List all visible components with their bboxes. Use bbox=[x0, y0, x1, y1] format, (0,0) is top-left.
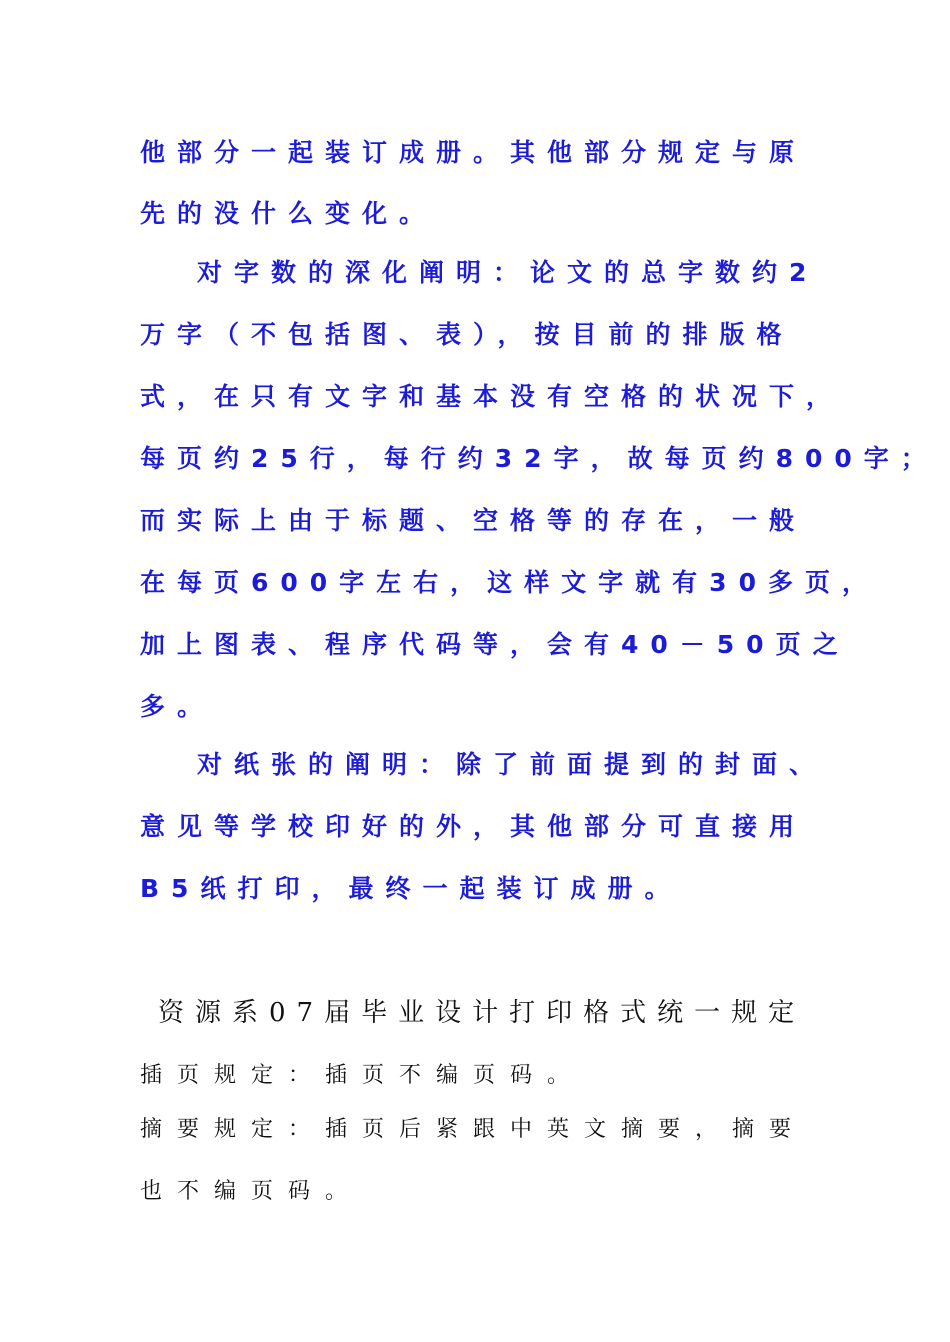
notice-line-1: 他部分一起装订成册。其他部分规定与原 bbox=[140, 138, 807, 167]
notice-line-9: 加上图表、程序代码等，会有40－50页之 bbox=[140, 630, 850, 659]
notice-line-10: 多。 bbox=[140, 692, 215, 721]
notice-line-6: 每页约25行，每行约32字，故每页约800字； bbox=[140, 444, 938, 473]
word-count-paragraph-start: 对字数的深化阐明：论文的总字数约2 bbox=[197, 258, 819, 287]
notice-line-12: 意见等学校印好的外，其他部分可直接用 bbox=[140, 812, 807, 841]
notice-line-8: 在每页600字左右，这样文字就有30多页， bbox=[140, 568, 879, 597]
notice-line-2: 先的没什么变化。 bbox=[140, 199, 437, 228]
abstract-rule-continued: 也不编页码。 bbox=[140, 1179, 363, 1204]
paper-paragraph-start: 对纸张的阐明：除了前面提到的封面、 bbox=[197, 750, 827, 779]
notice-line-4: 万字（不包括图、表），按目前的排版格 bbox=[140, 320, 794, 349]
notice-line-13: B5纸打印，最终一起装订成册。 bbox=[140, 874, 682, 903]
notice-line-7: 而实际上由于标题、空格等的存在，一般 bbox=[140, 506, 807, 535]
format-section-title: 资源系07届毕业设计打印格式统一规定 bbox=[158, 998, 806, 1028]
notice-line-5: 式，在只有文字和基本没有空格的状况下， bbox=[140, 382, 844, 411]
abstract-rule: 摘要规定：插页后紧跟中英文摘要，摘要 bbox=[140, 1117, 807, 1142]
insert-page-rule: 插页规定：插页不编页码。 bbox=[140, 1063, 585, 1088]
